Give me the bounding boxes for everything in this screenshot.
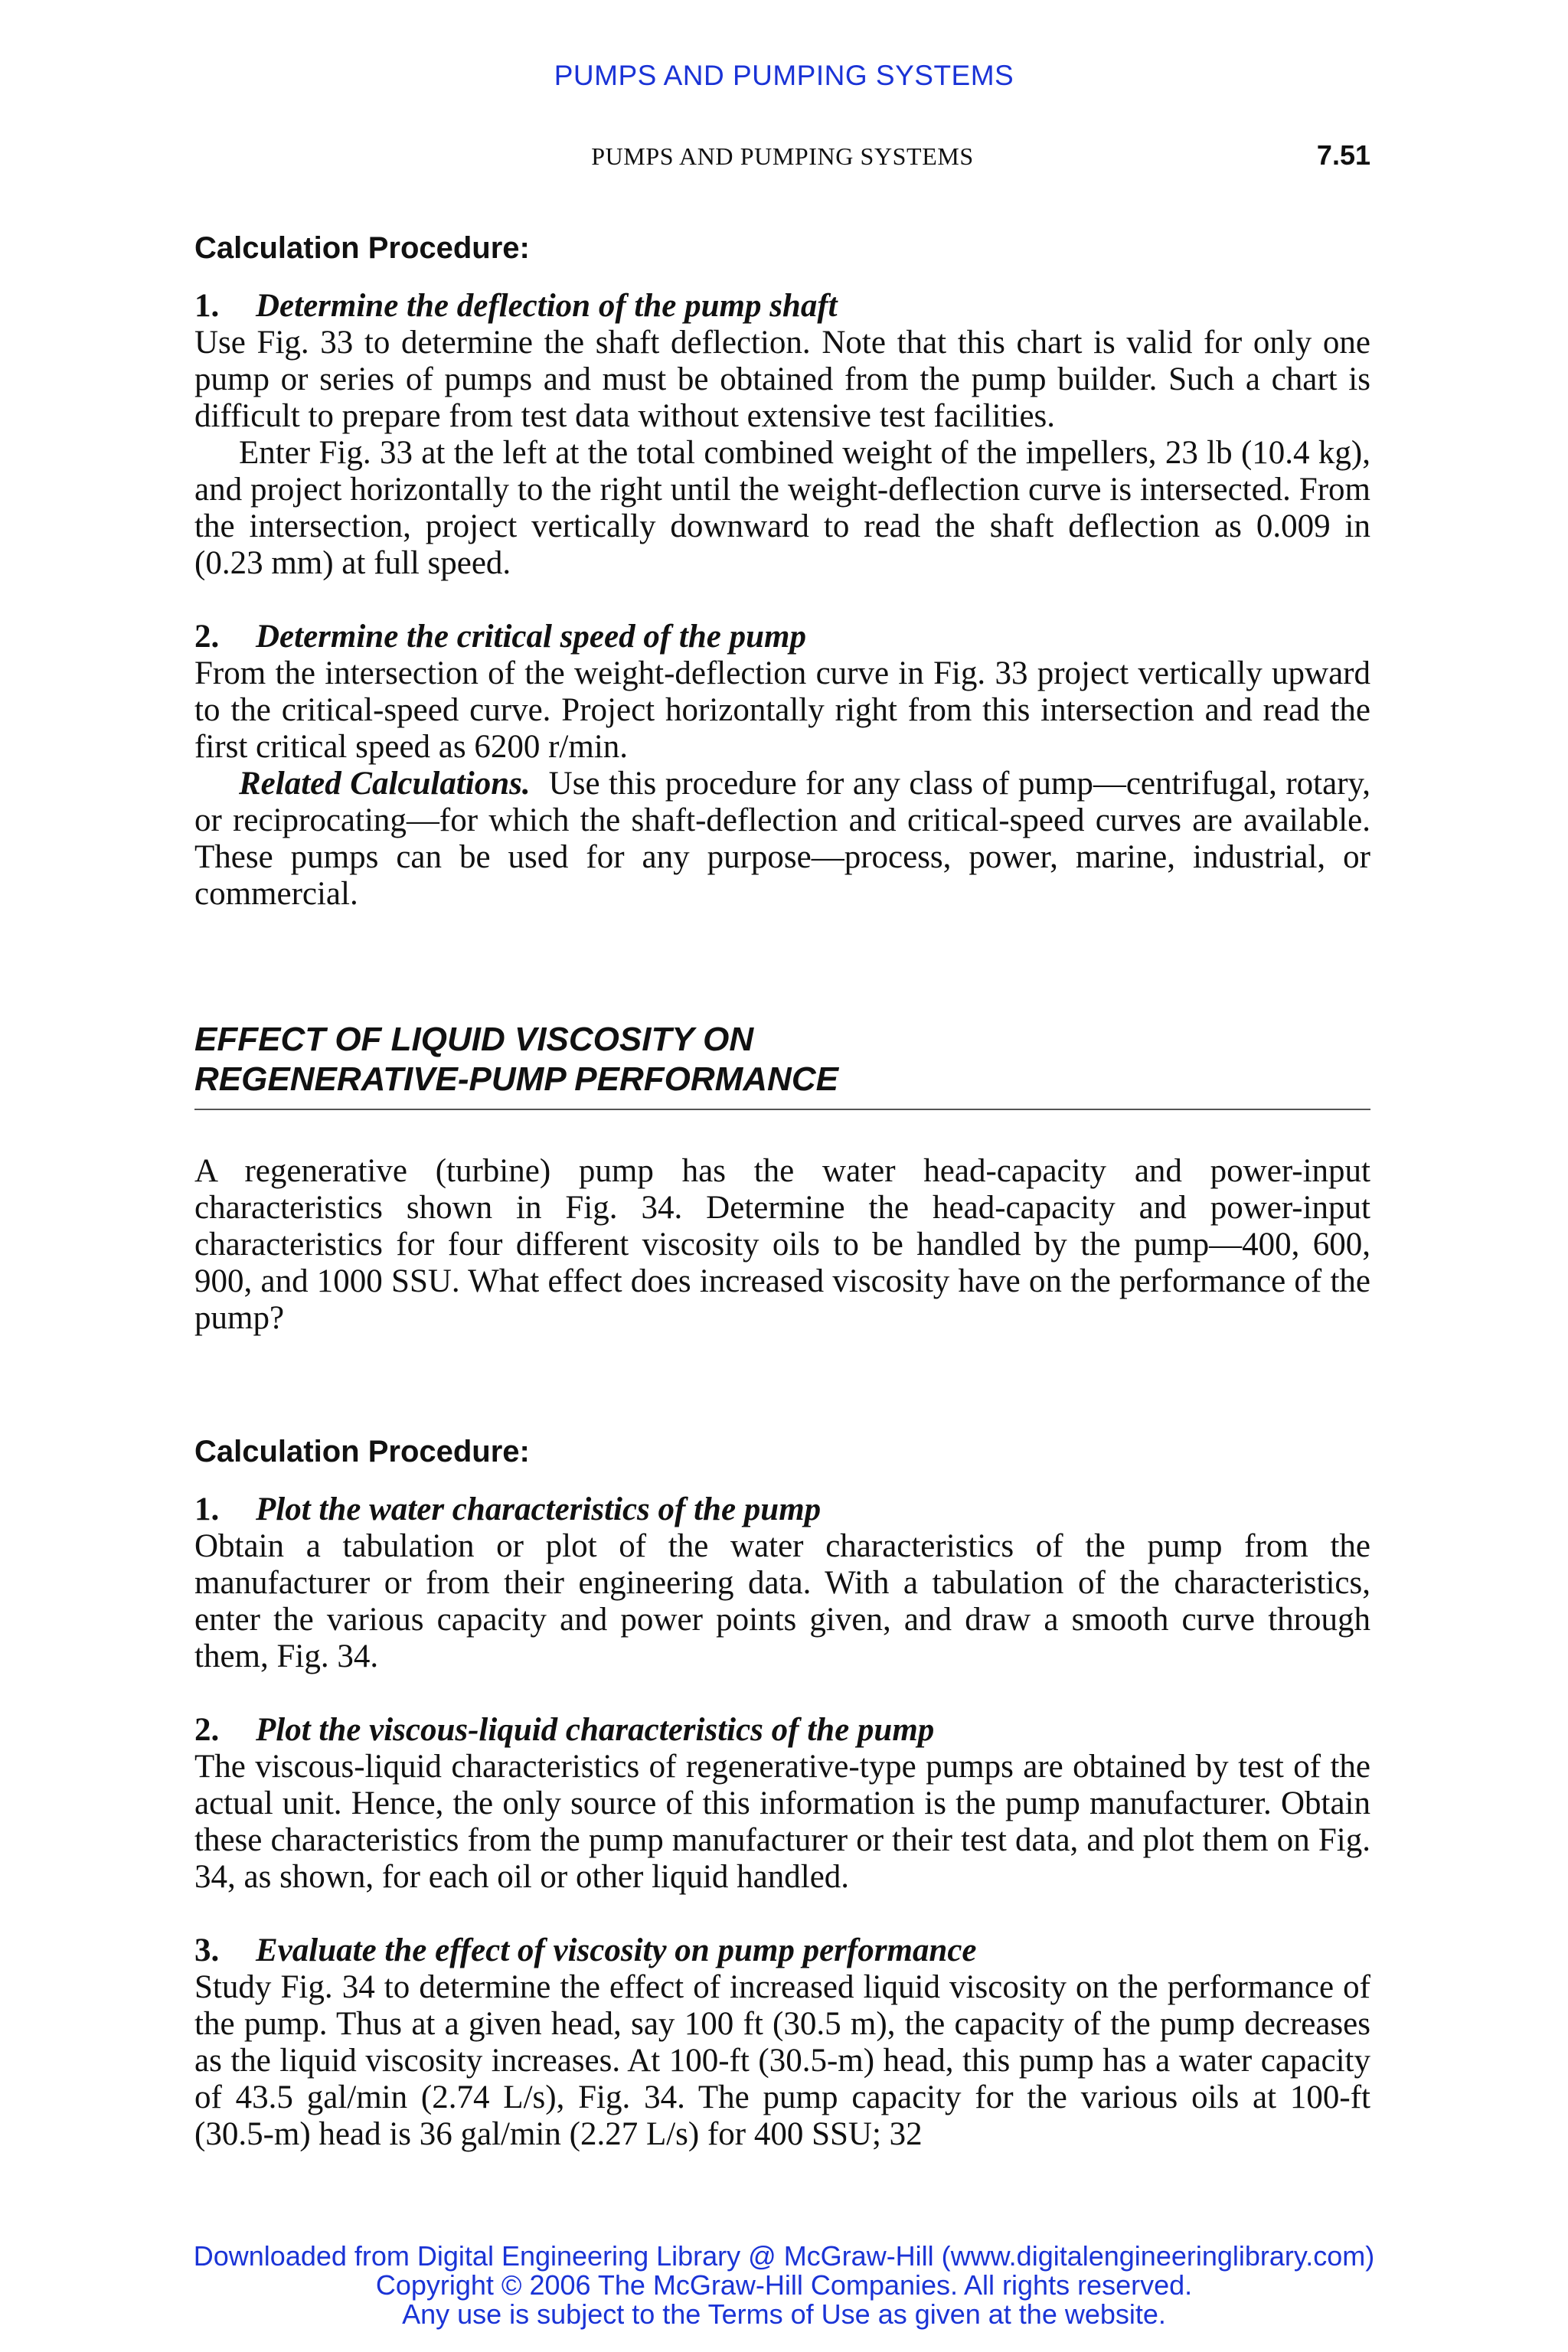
step-number: 3. xyxy=(194,1932,220,1968)
step-title: Determine the critical speed of the pump xyxy=(256,619,806,655)
paragraph: Obtain a tabulation or plot of the water characteristics of the pump from the manufacturer or from their engineering data. With a tabulation of the characteristics, enter the various capacity and power points given, and draw a smooth curve through them, Fig. 34. xyxy=(194,1528,1370,1674)
paragraph: From the intersection of the weight-deflection curve in Fig. 33 project vertically upward to the critical-speed curve. Project horizontally right from this intersection and read the first critical speed as 6200 r/min. xyxy=(194,655,1370,765)
footer-copyright: Copyright © 2006 The McGraw-Hill Companies. All rights reserved. xyxy=(375,2269,1193,2301)
step-title: Plot the viscous-liquid characteristics of the pump xyxy=(256,1712,935,1748)
running-header-title: PUMPS AND PUMPING SYSTEMS xyxy=(591,142,974,170)
section-title-line: REGENERATIVE-PUMP PERFORMANCE xyxy=(194,1060,838,1098)
section-title xyxy=(194,1020,1370,1110)
paragraph: The viscous-liquid characteristics of regenerative-type pumps are obtained by test of the actual unit. Hence, the only source of this information is the pump manufacturer. Obtain these characteristics from the pump manufacturer or their test data, and plot them on Fig. 34, as shown, for each oil or other liquid handled. xyxy=(194,1749,1370,1895)
step-heading xyxy=(194,1491,1370,1528)
step-heading xyxy=(194,619,1370,655)
page-body xyxy=(194,230,1370,2153)
top-banner: PUMPS AND PUMPING SYSTEMS xyxy=(554,60,1014,91)
step-title: Plot the water characteristics of the pump xyxy=(256,1491,822,1527)
calculation-procedure-heading: Calculation Procedure: xyxy=(194,1435,530,1468)
step-heading xyxy=(194,1932,1370,1969)
step-number: 1. xyxy=(194,288,220,324)
related-calculations-text: Use this procedure for any class of pump—centrifugal, rotary, or reciprocating—for which the shaft-deflection and critical-speed curves are available. These pumps can be used for any purpose—process, power, marine, industrial, or commercial. xyxy=(194,766,1370,912)
footer-notice xyxy=(0,2242,1568,2329)
step-title: Determine the deflection of the pump shaft xyxy=(256,288,838,324)
step-number: 2. xyxy=(194,1712,220,1748)
calculation-procedure-heading: Calculation Procedure: xyxy=(194,231,530,265)
footer-download-link[interactable]: Downloaded from Digital Engineering Library @ McGraw-Hill (www.digitalengineeringlibrary.com) xyxy=(193,2240,1375,2272)
page-number: 7.51 xyxy=(1316,139,1370,171)
paragraph: Study Fig. 34 to determine the effect of increased liquid viscosity on the performance of the pump. Thus at a given head, say 100 ft (30.5 m), the capacity of the pump decreases as the liquid viscosity increases. At 100-ft (30.5-m) head, this pump has a water capacity of 43.5 gal/min (2.74 L/s), Fig. 34. The pump capacity for the various oils at 100-ft (30.5-m) head is 36 gal/min (2.27 L/s) for 400 SSU; 32 xyxy=(194,1969,1370,2152)
section-title-line: EFFECT OF LIQUID VISCOSITY ON xyxy=(194,1021,754,1058)
related-calculations-label: Related Calculations. xyxy=(239,766,531,802)
step-number: 2. xyxy=(194,619,220,655)
step-heading xyxy=(194,288,1370,325)
step-number: 1. xyxy=(194,1491,220,1527)
paragraph: Use Fig. 33 to determine the shaft deflection. Note that this chart is valid for only one pump or series of pumps and must be obtained from the pump builder. Such a chart is difficult to prepare from test data without extensive test facilities. xyxy=(194,325,1370,434)
step-title: Evaluate the effect of viscosity on pump performance xyxy=(256,1932,977,1968)
paragraph: Enter Fig. 33 at the left at the total combined weight of the impellers, 23 lb (10.4 kg), and project horizontally to the right until the weight-deflection curve is intersected. From the intersection, project vertically downward to read the shaft deflection as 0.009 in (0.23 mm) at full speed. xyxy=(194,435,1370,581)
footer-terms-link[interactable]: Any use is subject to the Terms of Use as given at the website. xyxy=(402,2298,1166,2330)
related-calculations-paragraph xyxy=(194,766,1370,913)
problem-statement: A regenerative (turbine) pump has the water head-capacity and power-input characteristics shown in Fig. 34. Determine the head-capacity and power-input characteristics for four different viscosity oils to be handled by the pump—400, 600, 900, and 1000 SSU. What effect does increased viscosity have on the performance of the pump? xyxy=(194,1153,1370,1336)
step-heading xyxy=(194,1712,1370,1749)
